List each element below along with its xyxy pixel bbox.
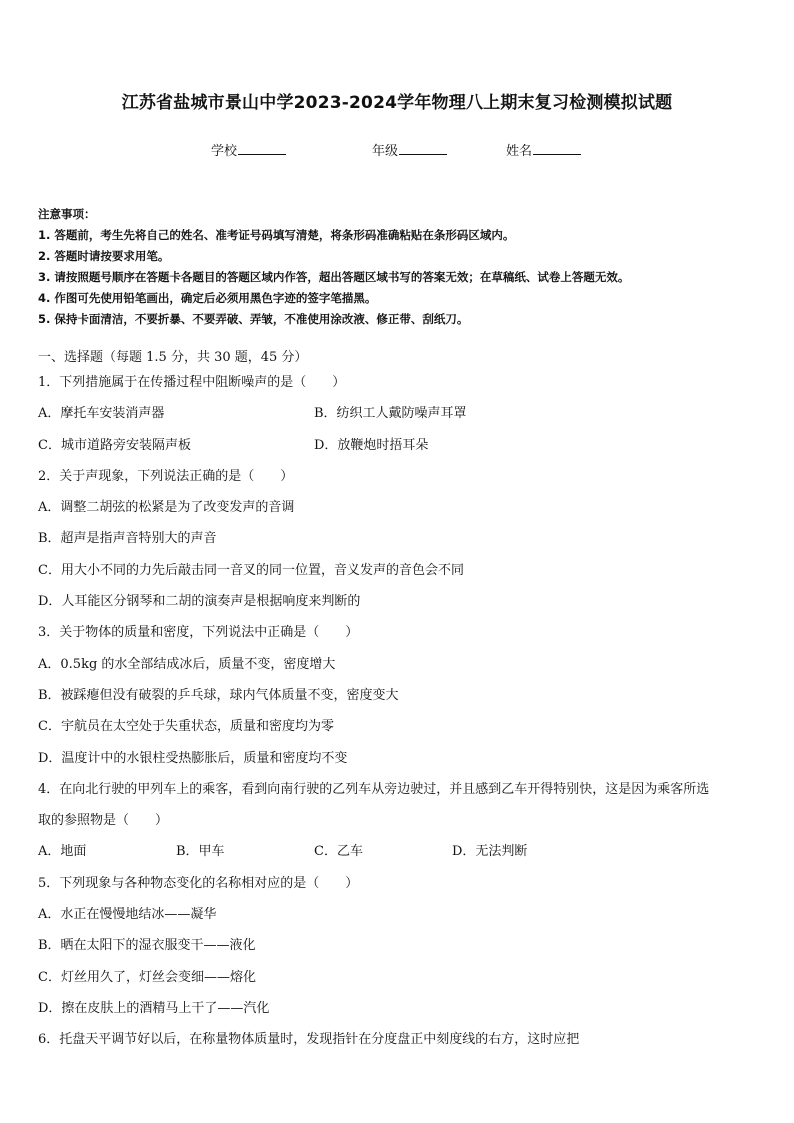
grade-field xyxy=(372,140,447,159)
question-stem: 6．托盘天平调节好以后，在称量物体质量时，发现指针在分度盘正中刻度线的右方，这时应把 xyxy=(38,1032,580,1048)
notice-heading: 注意事项： xyxy=(38,207,96,221)
option-row xyxy=(38,836,768,867)
notice-item: 2. 答题时请按要求用笔。 xyxy=(38,249,170,263)
option-row xyxy=(38,430,768,461)
option-b: B．纺织工人戴防噪声耳罩 xyxy=(314,406,467,422)
option-d: D．无法判断 xyxy=(452,844,528,860)
name-blank xyxy=(533,142,581,155)
option-c: C．灯丝用久了，灯丝会变细——熔化 xyxy=(38,969,256,985)
question-stem: 5．下列现象与各种物态变化的名称相对应的是（ ） xyxy=(38,875,359,891)
option-b: B．晒在太阳下的湿衣服变干——液化 xyxy=(38,938,256,954)
school-label: 学校 xyxy=(211,144,238,159)
name-label: 姓名 xyxy=(506,144,533,159)
option-c: C．乙车 xyxy=(314,844,363,860)
option-b: B．被踩瘪但没有破裂的乒乓球，球内气体质量不变，密度变大 xyxy=(38,687,399,703)
name-field xyxy=(506,140,581,159)
option-c: C．用大小不同的力先后敲击同一音叉的同一位置，音义发声的音色会不同 xyxy=(38,562,464,578)
option-d: D．放鞭炮时捂耳朵 xyxy=(314,437,429,453)
notice-item: 3. 请按照题号顺序在答题卡各题目的答题区域内作答，超出答题区域书写的答案无效；在草稿纸、试卷上答题无效。 xyxy=(38,270,630,284)
grade-blank xyxy=(399,142,447,155)
grade-label: 年级 xyxy=(372,144,399,159)
question-stem: 4．在向北行驶的甲列车上的乘客，看到向南行驶的乙列车从旁边驶过，并且感到乙车开得特别快，这是因为乘客所选 xyxy=(38,781,710,797)
question-stem-continued: 取的参照物是（ ） xyxy=(38,813,169,829)
option-d: D．人耳能区分钢琴和二胡的演奏声是根据响度来判断的 xyxy=(38,594,361,610)
notice-item: 1. 答题前，考生先将自己的姓名、准考证号码填写清楚，将条形码准确粘贴在条形码区域内。 xyxy=(38,228,515,242)
school-field xyxy=(211,140,286,159)
option-row xyxy=(38,398,768,429)
option-b: B．甲车 xyxy=(176,844,225,860)
notice-item: 5. 保持卡面清洁，不要折暴、不要弄破、弄皱，不准使用涂改液、修正带、刮纸刀。 xyxy=(38,312,469,326)
exam-title: 江苏省盐城市景山中学2023-2024学年物理八上期末复习检测模拟试题 xyxy=(121,93,673,113)
question-stem: 2．关于声现象，下列说法正确的是（ ） xyxy=(38,468,294,484)
option-a: A．0.5kg 的水全部结成冰后，质量不变，密度增大 xyxy=(38,656,336,672)
option-b: B．超声是指声音特别大的声音 xyxy=(38,531,217,547)
option-a: A．摩托车安装消声器 xyxy=(38,406,165,422)
option-a: A．水正在慢慢地结冰——凝华 xyxy=(38,907,217,923)
option-c: C．宇航员在太空处于失重状态，质量和密度均为零 xyxy=(38,719,334,735)
section-heading: 一、选择题（每题 1.5 分，共 30 题，45 分） xyxy=(38,350,308,365)
option-d: D．擦在皮肤上的酒精马上干了——汽化 xyxy=(38,1000,270,1016)
question-list xyxy=(38,367,768,1056)
option-d: D．温度计中的水银柱受热膨胀后，质量和密度均不变 xyxy=(38,750,348,766)
option-c: C．城市道路旁安装隔声板 xyxy=(38,437,191,453)
school-blank xyxy=(238,142,286,155)
notice-item: 4. 作图可先使用铅笔画出，确定后必须用黑色字迹的签字笔描黑。 xyxy=(38,291,377,305)
question-stem: 1．下列措施属于在传播过程中阻断噪声的是（ ） xyxy=(38,375,346,390)
option-a: A．调整二胡弦的松紧是为了改变发声的音调 xyxy=(38,500,295,516)
option-a: A．地面 xyxy=(38,844,87,860)
notice-block xyxy=(38,204,768,330)
question-stem: 3．关于物体的质量和密度，下列说法中正确是（ ） xyxy=(38,625,359,641)
